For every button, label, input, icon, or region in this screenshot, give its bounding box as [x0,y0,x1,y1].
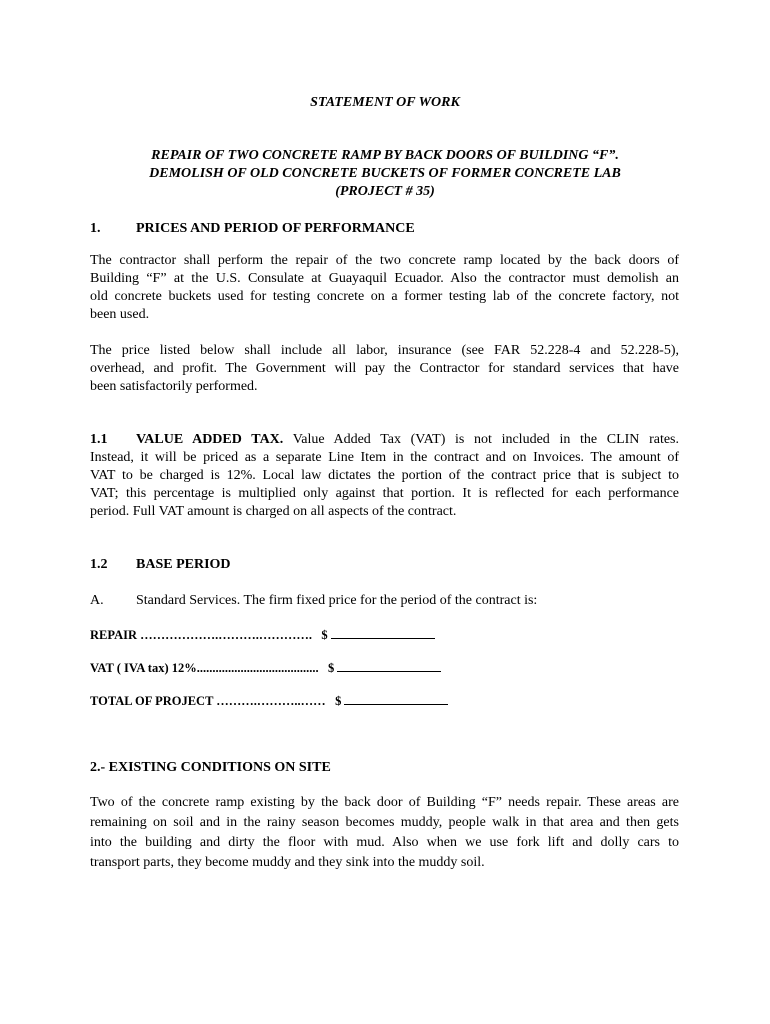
subtitle-line: REPAIR OF TWO CONCRETE RAMP BY BACK DOORS OF BUILDING “F”. [151,148,619,163]
section-1-heading [90,220,415,238]
price-label: VAT ( IVA tax) 12%....................................... [90,661,319,675]
section-number: 1.2 [90,557,108,572]
paragraph-line: VAT to be charged is 12%. Local law dictates the portion of the contract price that is subject to [90,468,679,483]
section-1-paragraph-2 [90,342,679,396]
paragraph-line: Building “F” at the U.S. Consulate at Guayaquil Ecuador. Also the contractor must demolish an [90,271,679,286]
section-title: PRICES AND PERIOD OF PERFORMANCE [136,221,415,236]
standard-services-line [90,592,537,610]
paragraph-line: been used. [90,307,150,322]
paragraph-line: been satisfactorily performed. [90,379,258,394]
paragraph-line: transport parts, they become muddy and they sink into the muddy soil. [90,855,485,870]
price-blank [337,660,441,672]
sub-letter: A. [90,593,104,608]
paragraph-line: remaining on soil and in the rainy season becomes muddy, people walk in that area and then gets [90,815,679,830]
sub-text: Standard Services. The firm fixed price for the period of the contract is: [136,593,538,608]
section-1-2-heading [90,556,231,574]
subtitle-line: DEMOLISH OF OLD CONCRETE BUCKETS OF FORMER CONCRETE LAB [149,166,621,181]
price-row-vat [90,659,441,677]
paragraph-line: The price listed below shall include all labor, insurance (see FAR 52.228-4 and 52.228-5), [90,343,679,358]
paragraph-line: period. Full VAT amount is charged on all aspects of the contract. [90,504,457,519]
paragraph-line: old concrete buckets used for testing concrete on a former testing lab of the concrete factory, not [90,289,679,304]
currency-symbol: $ [335,694,342,708]
paragraph-line: overhead, and profit. The Government will pay the Contractor for standard services that have [90,361,679,376]
price-label: TOTAL OF PROJECT ……….………..…… [90,694,326,708]
price-blank [331,627,435,639]
section-number: 1. [90,221,101,236]
paragraph-line: VAT; this percentage is multiplied only against that portion. It is reflected for each performance [90,486,679,501]
paragraph-line: into the building and dirty the floor with mud. Also when we use fork lift and dolly cars to [90,835,679,850]
paragraph-line [90,431,679,449]
section-2-paragraph [90,793,679,873]
price-blank [344,693,448,705]
section-1-1-paragraph [90,431,679,521]
document-title: STATEMENT OF WORK [310,95,460,110]
section-text: Value Added Tax (VAT) is not included in the CLIN rates. [283,432,679,447]
price-row-repair [90,626,435,644]
paragraph-line: The contractor shall perform the repair of the two concrete ramp located by the back doors of [90,253,679,268]
section-1-paragraph-1 [90,252,679,324]
section-2-heading: 2.- EXISTING CONDITIONS ON SITE [90,760,331,775]
price-row-total [90,692,448,710]
price-label: REPAIR ……………….……….…………. [90,628,312,642]
section-number: 1.1 [90,432,108,447]
section-title: BASE PERIOD [136,557,231,572]
paragraph-line: Instead, it will be priced as a separate Line Item in the contract and on Invoices. The amount of [90,450,679,465]
document-subtitle [90,147,680,201]
section-title: VALUE ADDED TAX. [136,432,284,447]
subtitle-line: (PROJECT # 35) [335,184,435,199]
currency-symbol: $ [321,628,328,642]
paragraph-line: Two of the concrete ramp existing by the back door of Building “F” needs repair. These areas are [90,795,679,810]
currency-symbol: $ [327,661,335,675]
